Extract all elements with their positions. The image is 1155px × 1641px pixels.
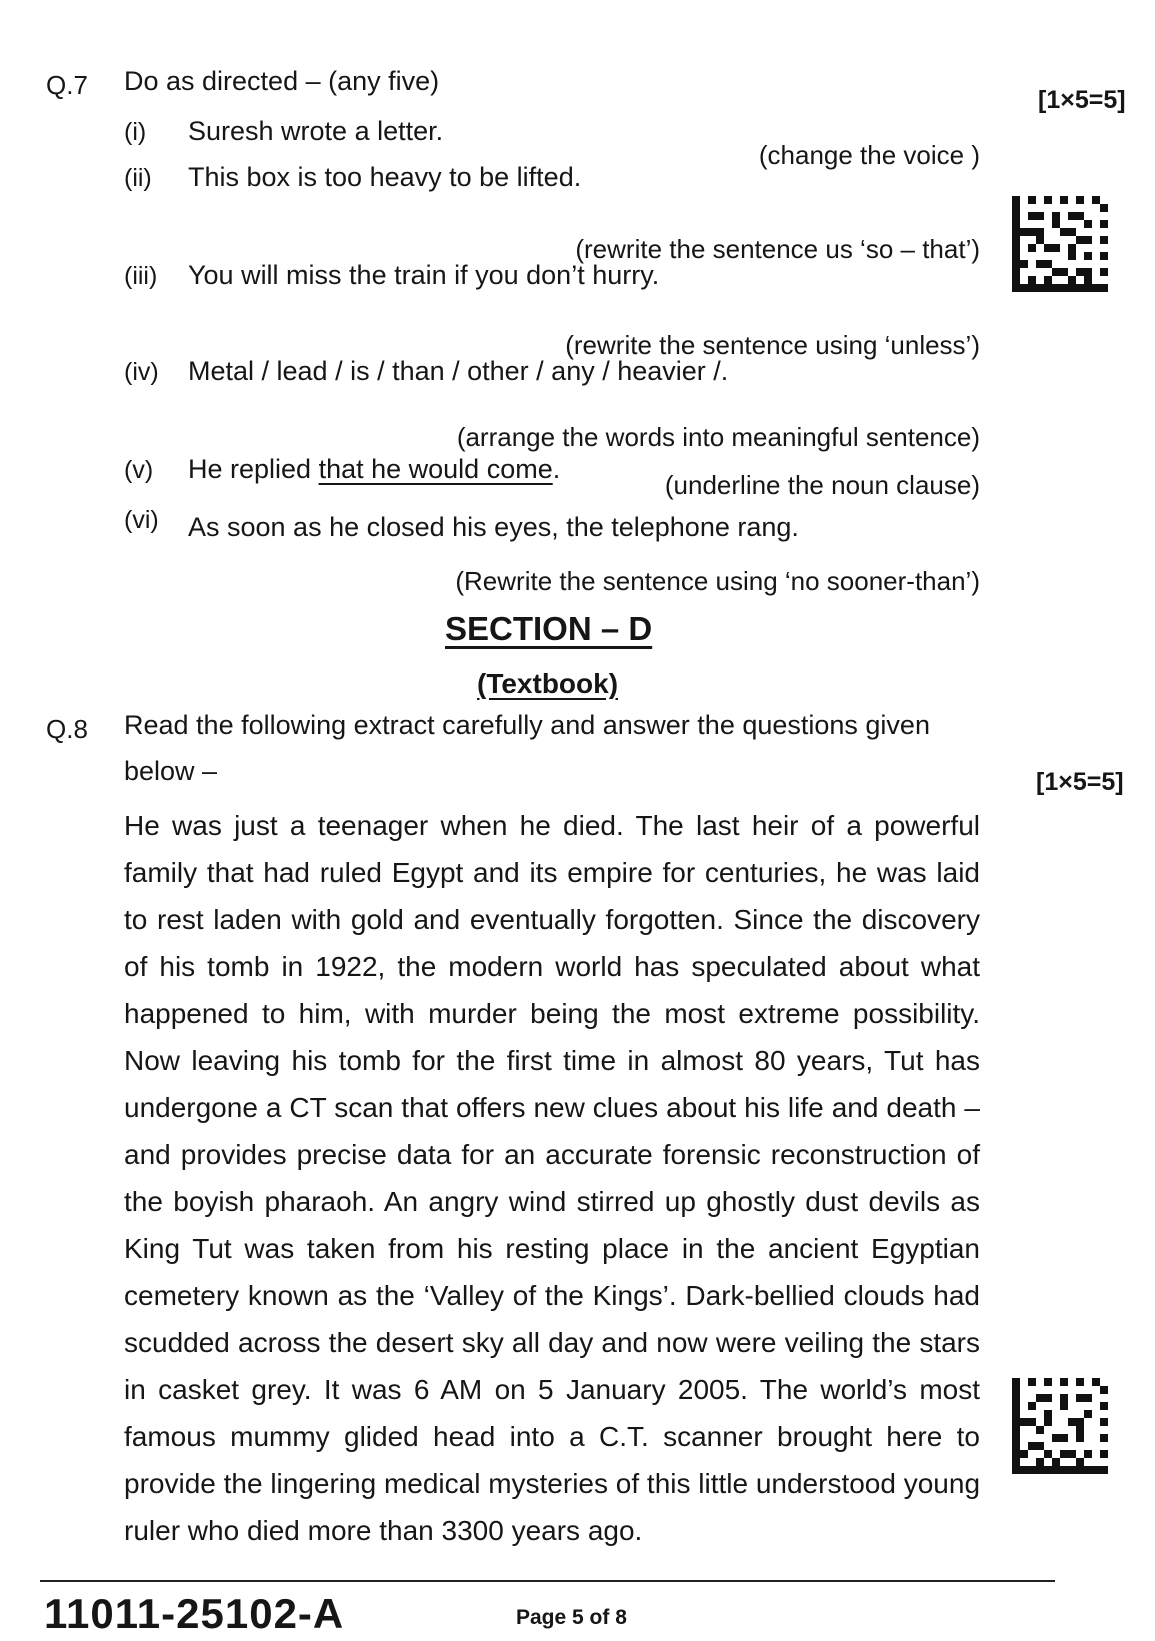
section-title: SECTION – D [445,610,653,647]
qr-code-icon [1012,196,1108,292]
q7-item-2-text: This box is too heavy to be lifted. [188,162,582,192]
q7-item-5-text-after: . [552,454,561,484]
q8-passage: He was just a teenager when he died. The last heir of a powerful family that had ruled Egypt and its empire for centuries, he was laid to rest laden with gold and eventually forgotten. Since the discovery of his tomb in 1922, the modern world has speculated about what happened to him, with murder being the most extreme possibility. Now leaving his tomb for the first time in almost 80 years, Tut has undergone a CT scan that offers new clues about his life and death – and provides precise data for an accurate forensic reconstruction of the boyish pharaoh. An angry wind stirred up ghostly dust devils as King Tut was taken from his resting place in the ancient Egyptian cemetery known as the ‘Valley of the Kings’. Dark-bellied clouds had scudded across the desert sky all day and now were veiling the stars in casket grey. It was 6 AM on 5 January 2005. The world’s most famous mummy glided head into a C.T. scanner brought here to provide the lingering medical mysteries of this little understood young ruler who died more than 3300 years ago. [124,810,981,1546]
q7-item-3-instruction: (rewrite the sentence using ‘unless’) [565,330,980,360]
q7-item-5-instruction: (underline the noun clause) [664,470,980,500]
q7-item-6-roman: (vi) [124,506,159,534]
q7-item-4-instruction: (arrange the words into meaningful sentence) [456,422,980,452]
q7-item-6-text: As soon as he closed his eyes, the telephone rang. [188,512,799,542]
q8-prompt-line2: below – [124,756,218,786]
q7-item-2-instruction: (rewrite the sentence us ‘so – that’) [575,234,980,264]
q8-prompt-line1: Read the following extract carefully and answer the questions given [124,710,930,740]
q7-item-5-roman: (v) [124,456,154,484]
q7-item-3-text: You will miss the train if you don’t hurry. [188,260,660,290]
q7-prompt: Do as directed – (any five) [124,66,440,96]
q7-item-4-roman: (iv) [124,358,159,386]
q7-item-3-roman: (iii) [124,262,158,290]
q8-marks: [1×5=5] [1036,768,1124,796]
q7-item-6-instruction: (Rewrite the sentence using ‘no sooner-than’) [455,566,980,596]
q7-item-1-instruction: (change the voice ) [758,140,980,170]
paper-code: 11011-25102-A [44,1590,345,1637]
footer-divider [40,1580,1055,1582]
q7-number: Q.7 [46,70,88,100]
q7-item-5-text [188,454,560,485]
noun-clause: that he would come [318,454,553,484]
page-number: Page 5 of 8 [516,1606,627,1629]
qr-code-icon [1012,1378,1108,1474]
section-subtitle: (Textbook) [477,668,619,699]
q7-item-1-text: Suresh wrote a letter. [188,116,444,146]
q8-number: Q.8 [46,714,88,744]
q7-item-2-roman: (ii) [124,164,152,192]
q7-item-5-text-before: He replied [188,454,319,484]
q7-marks: [1×5=5] [1038,86,1126,114]
q7-item-4-text: Metal / lead / is / than / other / any / heavier /. [188,356,729,386]
q7-item-1-roman: (i) [124,118,147,146]
